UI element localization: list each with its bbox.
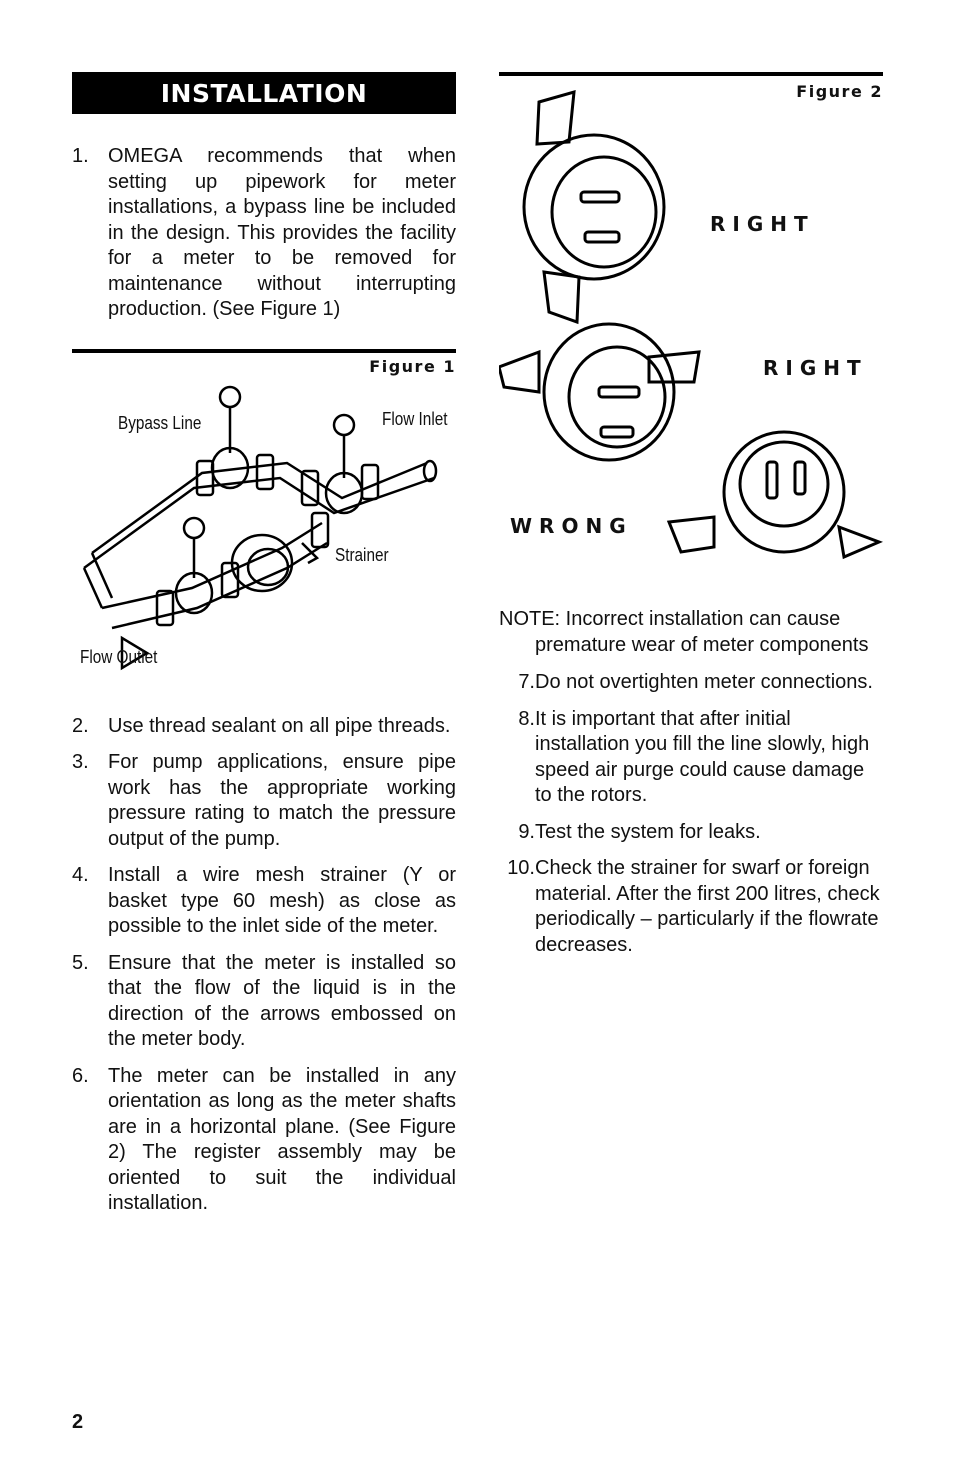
item-number: 3. <box>72 751 89 773</box>
item-text: Do not overtighten meter connections. <box>535 671 873 693</box>
figure-rule <box>499 72 883 76</box>
list-item-4 <box>72 863 456 940</box>
figure-1 <box>72 349 456 709</box>
item-text: Use thread sealant on all pipe threads. <box>108 714 451 737</box>
page-number: 2 <box>72 1411 84 1433</box>
list-item-3 <box>72 750 456 852</box>
right-column <box>499 72 883 958</box>
item-text: Check the strainer for swarf or foreign material. After the first 200 litres, check periodically – particularly if the flowrate decreases. <box>535 857 880 956</box>
item-text: It is important that after initial installation you fill the line slowly, high speed air purge could cause damage to the rotors. <box>535 707 870 806</box>
list-item-8 <box>499 707 883 809</box>
label-right-2: RIGHT <box>763 356 868 380</box>
meter-orientation-diagram <box>499 82 883 582</box>
item-number: 5. <box>72 951 89 974</box>
item-text: Install a wire mesh strainer (Y or basket type 60 mesh) as close as possible to the inlet side of the meter. <box>108 864 456 937</box>
list-item-1 <box>72 144 456 323</box>
item-number: 10. <box>507 857 535 879</box>
list-item-9 <box>499 820 883 846</box>
figure-2 <box>499 72 883 592</box>
item-number: 7. <box>518 671 535 693</box>
list-item-2 <box>72 714 456 740</box>
callout-flow-outlet: Flow Outlet <box>80 646 158 667</box>
item-number: 8. <box>518 707 535 730</box>
left-column <box>72 72 456 1217</box>
item-number: 2. <box>72 714 89 737</box>
list-item-10 <box>499 856 883 958</box>
item-number: 9. <box>518 820 535 843</box>
note-text: NOTE: Incorrect installation can cause premature wear of meter components <box>499 608 869 656</box>
item-text: The meter can be installed in any orientation as long as the meter shafts are in a horizontal plane. (See Figure 2) The register assembly may be oriented to suit the individual installation. <box>108 1064 456 1214</box>
item-text: Test the system for leaks. <box>535 820 761 843</box>
item-number: 6. <box>72 1064 89 1087</box>
figure-rule <box>72 349 456 353</box>
item-text: OMEGA recommends that when setting up pipework for meter installations, a bypass line be included in the design. This provides the facility for a meter to be removed for maintenance without interrupting production. (See Figure 1) <box>108 145 456 320</box>
figure-1-label: Figure 1 <box>369 356 456 376</box>
item-text: For pump applications, ensure pipe work has the appropriate working pressure rating to match the pressure output of the pump. <box>108 751 456 850</box>
list-item-6 <box>72 1064 456 1217</box>
item-number: 1. <box>72 145 89 167</box>
list-item-7 <box>499 670 883 696</box>
callout-bypass-line: Bypass Line <box>118 412 202 433</box>
item-number: 4. <box>72 864 89 886</box>
list-item-5 <box>72 951 456 1053</box>
figure-2-label: Figure 2 <box>796 82 883 101</box>
callout-flow-inlet: Flow Inlet <box>382 408 448 429</box>
item-text: Ensure that the meter is installed so that the flow of the liquid is in the direction of the arrows embossed on the meter body. <box>108 951 456 1050</box>
section-title: INSTALLATION <box>72 72 456 114</box>
label-right-1: RIGHT <box>710 212 815 236</box>
label-wrong: WRONG <box>510 514 633 538</box>
callout-strainer: Strainer <box>335 544 389 565</box>
